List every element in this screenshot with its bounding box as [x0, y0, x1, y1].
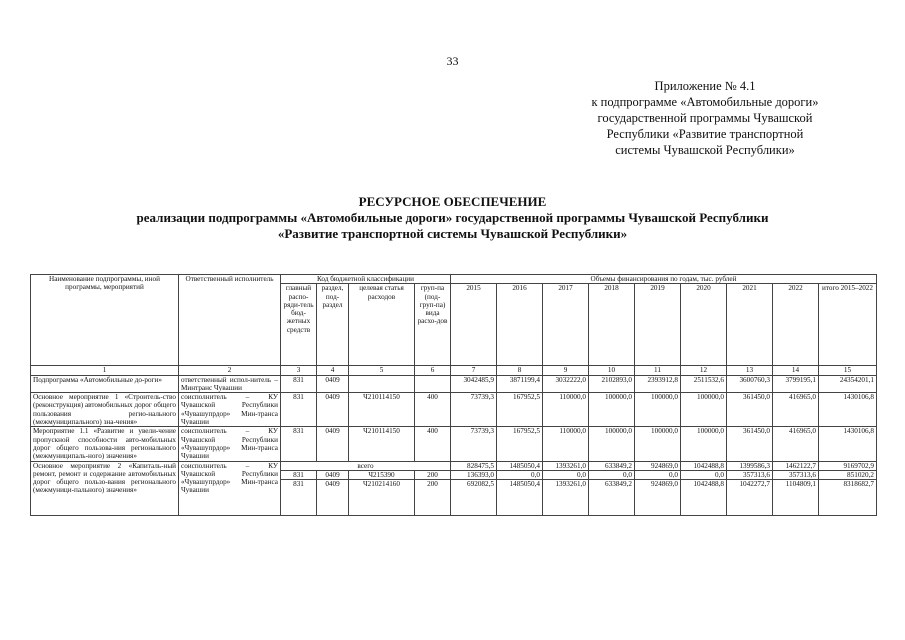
title-line: реализации подпрограммы «Автомобильные дороги» государственной программы Чувашской Республики [136, 210, 769, 225]
cell-value: 0,0 [543, 470, 589, 479]
cell-glavny: 831 [281, 470, 317, 479]
cell-value: 73739,3 [451, 393, 497, 427]
cell-value: 416965,0 [773, 427, 819, 461]
cell-value: 357313,6 [727, 470, 773, 479]
column-number: 8 [497, 366, 543, 375]
header-year: 2021 [727, 284, 773, 366]
header-name: Наименование подпрограммы, иной программы, мероприятий [31, 275, 179, 366]
cell-group: 200 [415, 470, 451, 479]
row-executor: ответственный испол-нитель – Минтранс Чувашии [179, 375, 281, 393]
header-year: 2020 [681, 284, 727, 366]
column-number: 13 [727, 366, 773, 375]
cell-value: 110000,0 [543, 427, 589, 461]
cell-razdel: 0409 [317, 480, 349, 516]
cell-value: 167952,5 [497, 427, 543, 461]
column-number: 11 [635, 366, 681, 375]
cell-value: 3600760,3 [727, 375, 773, 393]
appendix-line: Республики «Развитие транспортной [606, 127, 804, 141]
header-year: 2018 [589, 284, 635, 366]
row-name: Основное мероприятие 1 «Строитель-ство (реконструкция) автомобильных дорог общего пользования регио-нального (межмуниципального) зна-чения» [31, 393, 179, 427]
cell-value: 1462122,7 [773, 461, 819, 470]
cell-group: 400 [415, 427, 451, 461]
cell-glavny: 831 [281, 427, 317, 461]
cell-value: 851020,2 [819, 470, 877, 479]
cell-value: 1399586,3 [727, 461, 773, 470]
cell-value: 633849,2 [589, 461, 635, 470]
document-title [0, 194, 905, 242]
appendix-line: системы Чувашской Республики» [615, 143, 795, 157]
row-name: Мероприятие 1.1 «Развитие и увели-чение пропускной способности авто-мобильных дорог общего пользова-ния регионального (межмуниципаль-ного) значения» [31, 427, 179, 461]
cell-value: 73739,3 [451, 427, 497, 461]
column-number: 1 [31, 366, 179, 375]
appendix-line: государственной программы Чувашской [597, 111, 813, 125]
cell-value: 2511532,6 [681, 375, 727, 393]
cell-value: 633849,2 [589, 480, 635, 516]
cell-value: 1042272,7 [727, 480, 773, 516]
cell-value: 2102893,0 [589, 375, 635, 393]
column-number: 9 [543, 366, 589, 375]
header-year: 2015 [451, 284, 497, 366]
appendix-block [560, 78, 850, 158]
header-row [31, 275, 877, 284]
cell-razdel: 0409 [317, 393, 349, 427]
cell-value: 828475,5 [451, 461, 497, 470]
header-funding: Объемы финансирования по годам, тыс. рублей [451, 275, 877, 284]
column-number: 6 [415, 366, 451, 375]
header-glavny: главный распо-ряди-тель бюд-жетных средств [281, 284, 317, 366]
cell-value: 167952,5 [497, 393, 543, 427]
header-budget-code: Код бюджетной классификации [281, 275, 451, 284]
cell-target [349, 375, 415, 393]
cell-glavny: 831 [281, 480, 317, 516]
cell-target: Ч210114150 [349, 393, 415, 427]
cell-razdel: 0409 [317, 470, 349, 479]
cell-value: 357313,6 [773, 470, 819, 479]
cell-value: 0,0 [681, 470, 727, 479]
header-total: итого 2015–2022 [819, 284, 877, 366]
header-executor: Ответственный исполнитель [179, 275, 281, 366]
cell-value: 0,0 [497, 470, 543, 479]
cell-target: Ч210214160 [349, 480, 415, 516]
cell-value: 3032222,0 [543, 375, 589, 393]
cell-value: 8318682,7 [819, 480, 877, 516]
cell-value: 1485050,4 [497, 461, 543, 470]
cell-value: 110000,0 [543, 393, 589, 427]
cell-value: 100000,0 [589, 393, 635, 427]
row-executor: соисполнитель – КУ Чувашской Республики «Чувашупрдор» Мин-транса Чувашии [179, 461, 281, 516]
cell-value: 361450,0 [727, 427, 773, 461]
cell-group: 400 [415, 393, 451, 427]
page-number: 33 [446, 54, 459, 68]
cell-value: 361450,0 [727, 393, 773, 427]
column-number: 5 [349, 366, 415, 375]
cell-value: 692082,5 [451, 480, 497, 516]
resource-table [30, 274, 877, 516]
column-number: 10 [589, 366, 635, 375]
cell-razdel: 0409 [317, 375, 349, 393]
column-number: 4 [317, 366, 349, 375]
header-year: 2022 [773, 284, 819, 366]
cell-value: 3042485,9 [451, 375, 497, 393]
column-number-row [31, 366, 877, 375]
header-year: 2017 [543, 284, 589, 366]
cell-value: 924869,0 [635, 480, 681, 516]
cell-value: 1430106,8 [819, 393, 877, 427]
cell-value: 9169702,9 [819, 461, 877, 470]
cell-value: 3799195,1 [773, 375, 819, 393]
cell-vsego: всего [281, 461, 451, 470]
column-number: 7 [451, 366, 497, 375]
cell-value: 1393261,0 [543, 461, 589, 470]
appendix-line: Приложение № 4.1 [654, 79, 756, 93]
cell-value: 0,0 [635, 470, 681, 479]
cell-value: 100000,0 [681, 427, 727, 461]
appendix-line: к подпрограмме «Автомобильные дороги» [591, 95, 819, 109]
header-group: груп-па (под-груп-па) вида расхо-дов [415, 284, 451, 366]
row-name: Основное мероприятие 2 «Капиталь-ный ремонт, ремонт и содержание автомобильных дорог общего пользо-вания регионального (межмуници-пального) значения» [31, 461, 179, 516]
cell-value: 1042488,8 [681, 480, 727, 516]
header-year: 2016 [497, 284, 543, 366]
column-number: 14 [773, 366, 819, 375]
cell-value: 924869,0 [635, 461, 681, 470]
cell-target: Ч210114150 [349, 427, 415, 461]
header-year: 2019 [635, 284, 681, 366]
cell-value: 0,0 [589, 470, 635, 479]
cell-value: 416965,0 [773, 393, 819, 427]
title-line: «Развитие транспортной системы Чувашской Республики» [277, 226, 628, 241]
cell-value: 100000,0 [635, 427, 681, 461]
title-line: РЕСУРСНОЕ ОБЕСПЕЧЕНИЕ [358, 194, 547, 209]
table-row [31, 375, 877, 393]
column-number: 15 [819, 366, 877, 375]
column-number: 3 [281, 366, 317, 375]
cell-value: 1393261,0 [543, 480, 589, 516]
cell-glavny: 831 [281, 375, 317, 393]
column-number: 12 [681, 366, 727, 375]
row-executor: соисполнитель – КУ Чувашской Республики «Чувашупрдор» Мин-транса Чувашии [179, 427, 281, 461]
cell-group: 200 [415, 480, 451, 516]
cell-value: 100000,0 [635, 393, 681, 427]
cell-razdel: 0409 [317, 427, 349, 461]
cell-target: Ч215390 [349, 470, 415, 479]
cell-value: 1042488,8 [681, 461, 727, 470]
column-number: 2 [179, 366, 281, 375]
cell-glavny: 831 [281, 393, 317, 427]
cell-value: 136393,0 [451, 470, 497, 479]
cell-group [415, 375, 451, 393]
table-row [31, 461, 877, 470]
cell-value: 100000,0 [681, 393, 727, 427]
cell-value: 1485050,4 [497, 480, 543, 516]
cell-value: 24354201,1 [819, 375, 877, 393]
table-row [31, 393, 877, 427]
table-row [31, 427, 877, 461]
row-executor: соисполнитель – КУ Чувашской Республики «Чувашупрдор» Мин-транса Чувашии [179, 393, 281, 427]
cell-value: 3871199,4 [497, 375, 543, 393]
cell-value: 1430106,8 [819, 427, 877, 461]
cell-value: 1104809,1 [773, 480, 819, 516]
row-name: Подпрограмма «Автомобильные до-роги» [31, 375, 179, 393]
header-target: целевая статья расходов [349, 284, 415, 366]
cell-value: 100000,0 [589, 427, 635, 461]
cell-value: 2393912,8 [635, 375, 681, 393]
header-razdel: раздел, под-раздел [317, 284, 349, 366]
